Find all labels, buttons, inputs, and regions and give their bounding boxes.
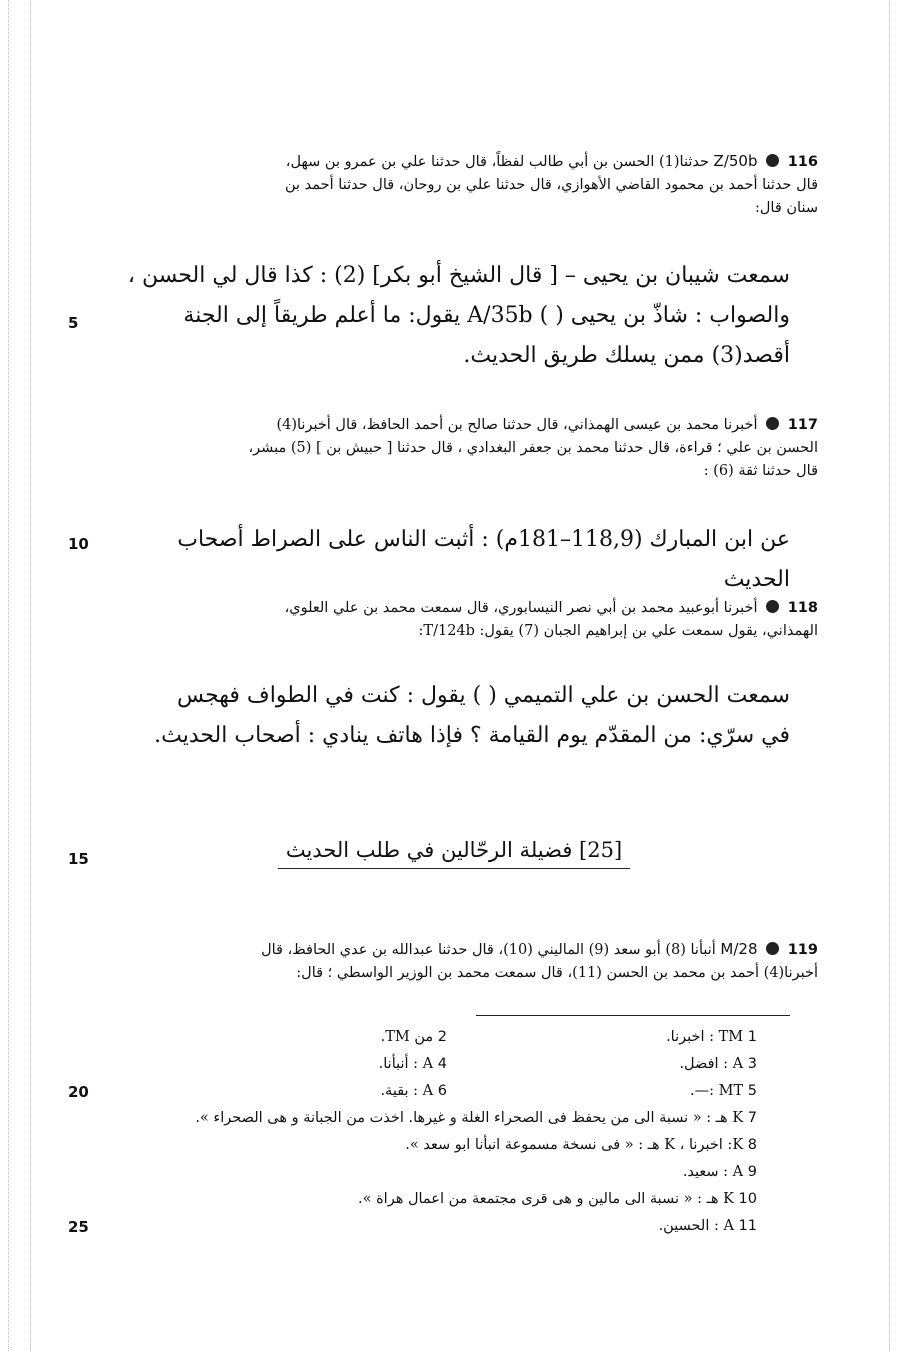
footnote-6: 6 A : بقية. bbox=[380, 1083, 447, 1099]
footnote-8: 8 K: اخبرنا ، K هـ : « فى نسخة مسموعة انبأنا ابو سعد ». bbox=[405, 1137, 757, 1153]
entry-116-sigla: Z/50b bbox=[713, 152, 758, 170]
footnote-9: 9 A : سعيد. bbox=[682, 1164, 757, 1180]
line-number: 15 bbox=[68, 850, 89, 868]
entry-117-isnad-line-3: قال حدثنا ثقة (6) : bbox=[703, 463, 818, 479]
entry-117-matn bbox=[110, 520, 790, 600]
matn-line: أقصد(3) ممن يسلك طريق الحديث. bbox=[463, 343, 790, 368]
footnote-separator bbox=[476, 1015, 790, 1016]
footnote-2: 2 من TM. bbox=[380, 1029, 447, 1045]
page-edge-left-inner bbox=[30, 0, 31, 1351]
entry-116-number: 116 bbox=[787, 154, 818, 170]
entry-118-number: 118 bbox=[787, 600, 818, 616]
entry-bullet-icon bbox=[766, 600, 779, 613]
entry-119-isnad-line-1 bbox=[108, 938, 818, 962]
footnote-7: 7 K هـ : « نسبة الى من يحفظ فى الصحراء الغلة و غيرها. اخذت من الجبانة و هى الصحراء ». bbox=[195, 1110, 757, 1126]
entry-118-isnad-line-2: الهمذاني، يقول سمعت علي بن إبراهيم الجبان (7) يقول: T/124b: bbox=[418, 623, 818, 639]
footnote-10: 10 K هـ : « نسبة الى مالين و هى قرى مجتمعة من اعمال هراة ». bbox=[358, 1191, 757, 1207]
entry-117-number: 117 bbox=[787, 417, 818, 433]
entry-bullet-icon bbox=[766, 417, 779, 430]
entry-116-isnad bbox=[108, 150, 818, 220]
entry-118-matn bbox=[110, 676, 790, 756]
entry-117-isnad bbox=[108, 414, 818, 483]
chapter-heading: [25] فضيلة الرحّالين في طلب الحديث bbox=[278, 838, 630, 869]
page-edge-left bbox=[8, 0, 9, 1351]
entry-117-isnad-line-1 bbox=[108, 414, 818, 437]
entry-117-isnad-line-2: الحسن بن علي ؛ قراءة، قال حدثنا محمد بن جعفر البغدادي ، قال حدثنا [ حبيش بن ] (5) مبشر، bbox=[248, 440, 818, 456]
matn-line: في سرّي: من المقدّم يوم القيامة ؟ فإذا هاتف ينادي : أصحاب الحديث. bbox=[154, 723, 790, 748]
footnote-4: 4 A : أنبأنا. bbox=[378, 1056, 447, 1072]
entry-118-isnad bbox=[108, 597, 818, 643]
line-number: 10 bbox=[68, 535, 89, 553]
matn-line: سمعت شيبان بن يحيى – [ قال الشيخ أبو بكر] (2) : كذا قال لي الحسن ، bbox=[127, 263, 790, 288]
page-edge-right bbox=[889, 0, 890, 1351]
matn-line: والصواب : شاذّ بن يحيى ( ) A/35b يقول: ما أعلم طريقاً إلى الجنة bbox=[183, 303, 790, 328]
line-number: 20 bbox=[68, 1083, 89, 1101]
entry-116-isnad-line-3: سنان قال: bbox=[755, 200, 818, 216]
footnote-1: 1 TM : اخبرنا. bbox=[666, 1029, 757, 1045]
isnad-text: أنبأنا (8) أبو سعد (9) الماليني (10)، قال حدثنا عبدالله بن عدي الحافظ، قال bbox=[261, 942, 716, 958]
footnote-5: 5 MT :—. bbox=[690, 1083, 757, 1099]
entry-116-isnad-line-2: قال حدثنا أحمد بن محمود القاضي الأهوازي، قال حدثنا علي بن روحان، قال حدثنا أحمد بن bbox=[285, 177, 818, 193]
entry-119-number: 119 bbox=[787, 942, 818, 958]
entry-116-matn bbox=[110, 256, 790, 376]
line-number: 25 bbox=[68, 1218, 89, 1236]
entry-118-isnad-line-1 bbox=[108, 597, 818, 620]
entry-bullet-icon bbox=[766, 154, 779, 167]
entry-119-isnad-line-2: أخبرنا(4) أحمد بن محمد بن الحسن (11)، قال سمعت محمد بن الوزير الواسطي ؛ قال: bbox=[296, 965, 818, 981]
isnad-text: أخبرنا أبوعبيد محمد بن أبي نصر النيسابوري، قال سمعت محمد بن علي العلوي، bbox=[284, 600, 758, 616]
entry-116-isnad-line-1 bbox=[108, 150, 818, 174]
matn-line: عن ابن المبارك (118,9–181م) : أثبت الناس على الصراط أصحاب الحديث bbox=[177, 527, 790, 592]
footnote-11: 11 A : الحسين. bbox=[658, 1218, 757, 1234]
isnad-text: أخبرنا محمد بن عيسى الهمذاني، قال حدثنا صالح بن أحمد الحافظ، قال أخبرنا(4) bbox=[276, 417, 758, 433]
isnad-text: حدثنا(1) الحسن بن أبي طالب لفظاً، قال حدثنا علي بن عمرو بن سهل، bbox=[285, 154, 709, 170]
matn-line: سمعت الحسن بن علي التميمي ( ) يقول : كنت في الطواف فهجس bbox=[177, 683, 790, 708]
footnote-3: 3 A : افضل. bbox=[679, 1056, 757, 1072]
line-number: 5 bbox=[68, 314, 79, 332]
entry-119-sigla: M/28 bbox=[720, 940, 758, 958]
entry-bullet-icon bbox=[766, 942, 779, 955]
entry-119-isnad bbox=[108, 938, 818, 985]
